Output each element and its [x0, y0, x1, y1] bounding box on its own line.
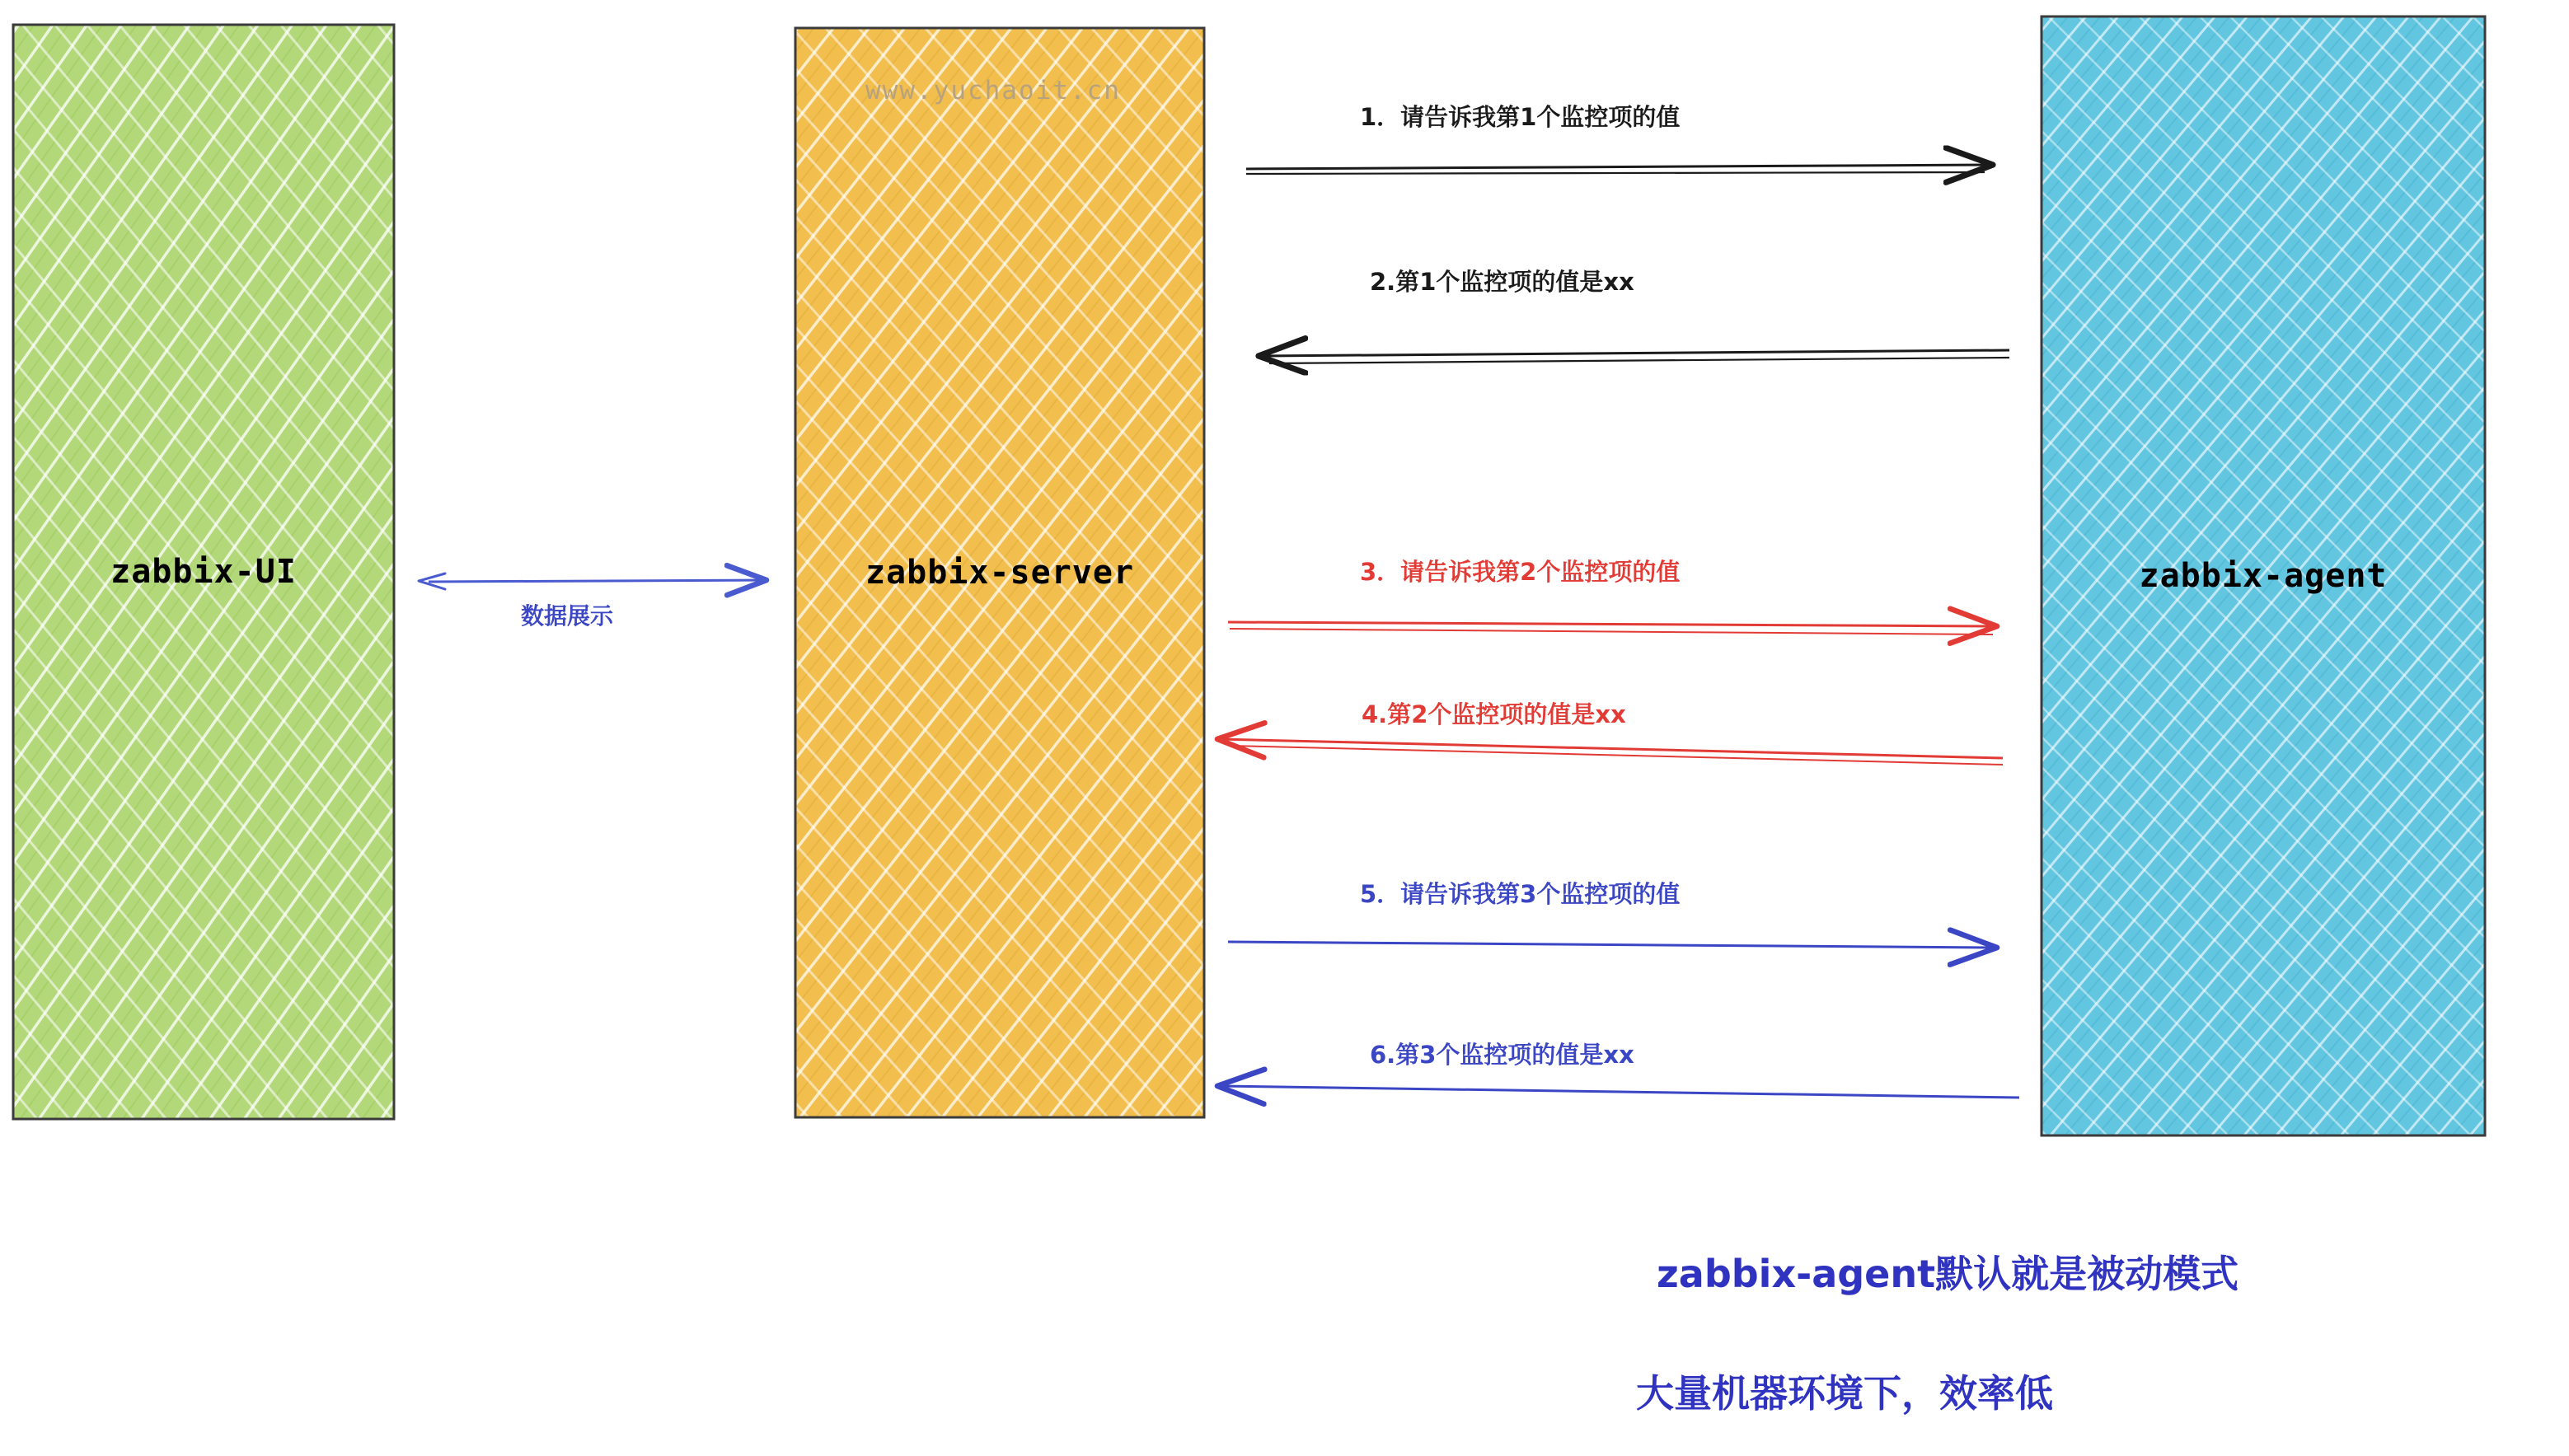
node-zabbix-ui-box [12, 23, 396, 1121]
connector-msg-4 [1220, 739, 2003, 765]
connector-msg-2 [1261, 350, 2009, 363]
node-zabbix-agent-box [2040, 15, 2487, 1137]
connector-label-msg-5: 5．请告诉我第3个监控项的值 [1360, 880, 1681, 908]
node-zabbix-agent-label: zabbix-agent [2139, 557, 2388, 595]
connector-label-msg-3: 3．请告诉我第2个监控项的值 [1360, 558, 1681, 586]
connector-label-ui-server: 数据展示 [521, 602, 614, 630]
connector-label-msg-2: 2.第1个监控项的值是xx [1370, 268, 1634, 296]
note-efficiency: 大量机器环境下，效率低 [1636, 1371, 2053, 1416]
connector-msg-3 [1228, 622, 1995, 634]
note-passive-mode: zabbix-agent默认就是被动模式 [1657, 1252, 2239, 1296]
node-zabbix-ui-label: zabbix-UI [110, 553, 297, 591]
node-zabbix-server-box [794, 26, 1206, 1119]
connector-msg-5 [1228, 942, 1995, 948]
connector-label-msg-1: 1．请告诉我第1个监控项的值 [1360, 103, 1681, 131]
connector-msg-1 [1246, 165, 1990, 174]
connector-msg-6 [1220, 1086, 2019, 1098]
connector-ui-server [419, 574, 766, 589]
watermark-text: www.yuchaoit.cn [865, 76, 1121, 105]
connector-label-msg-4: 4.第2个监控项的值是xx [1362, 700, 1626, 728]
node-zabbix-server-label: zabbix-server [865, 554, 1135, 592]
connector-label-msg-6: 6.第3个监控项的值是xx [1370, 1041, 1634, 1069]
